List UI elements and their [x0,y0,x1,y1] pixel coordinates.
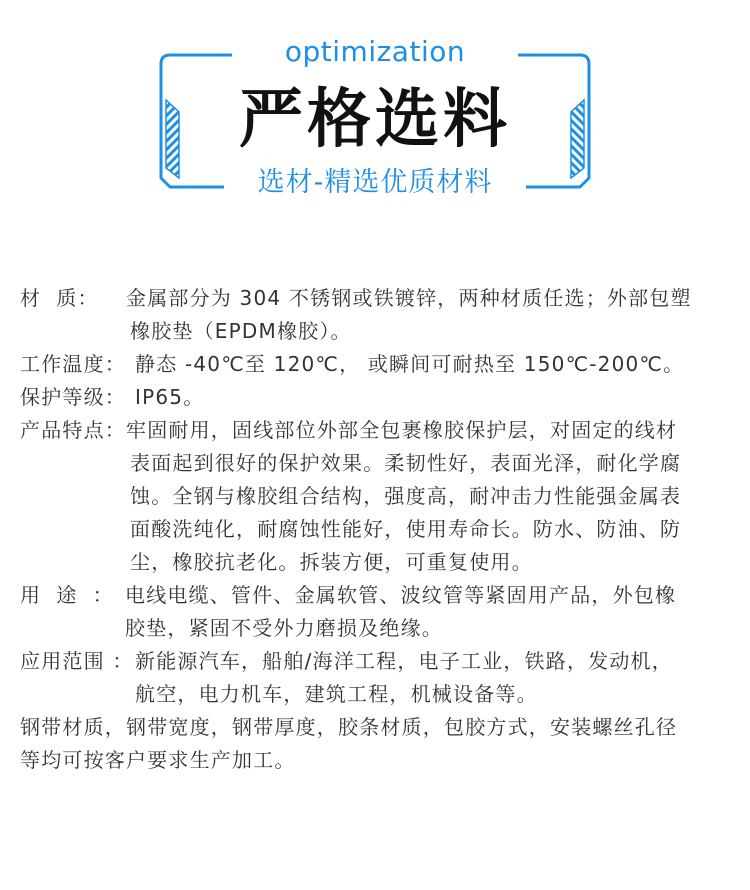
spec-line: 牢固耐用，固线部位外部全包裹橡胶保护层，对固定的线材 [126,418,678,442]
spec-row-material [0,282,750,348]
spec-line: 新能源汽车，船舶/海洋工程，电子工业，铁路，发动机， [135,649,673,673]
spec-row-temperature [0,348,750,381]
note-line: 钢带材质，钢带宽度，钢带厚度，胶条材质，包胶方式，安装螺丝孔径 [20,715,678,739]
spec-line: 金属部分为 304 不锈钢或铁镀锌，两种材质任选；外部包塑 [126,286,692,310]
spec-label: 材 质： [20,286,99,310]
spec-line: 面酸洗纯化，耐腐蚀性能好，使用寿命长。防水、防油、防 [130,517,682,541]
spec-line: 蚀。全钢与橡胶组合结构，强度高，耐冲击力性能强金属表 [130,484,682,508]
page-title: 严格选料 [239,83,511,157]
page-subtitle: 选材-精选优质材料 [257,167,493,198]
spec-label: 保护等级： [20,385,126,409]
spec-line: 尘，橡胶抗老化。拆装方便，可重复使用。 [130,550,533,574]
spec-list [0,282,750,777]
spec-line: 橡胶垫（EPDM橡胶）。 [130,319,352,343]
spec-line: IP65。 [135,385,205,409]
spec-row-features [0,414,750,579]
spec-row-protection [0,381,750,414]
spec-label: 工作温度： [20,352,126,376]
spec-line: 静态 -40℃至 120℃， 或瞬间可耐热至 150℃-200℃。 [135,352,685,376]
spec-row-application-range [0,645,750,711]
header-eyebrow: optimization [284,35,466,68]
spec-line: 表面起到很好的保护效果。柔韧性好，表面光泽，耐化学腐 [130,451,682,475]
spec-label: 产品特点： [20,418,126,442]
spec-row-usage [0,579,750,645]
spec-line: 胶垫，紧固不受外力磨损及绝缘。 [125,616,443,640]
note-line: 等均可按客户要求生产加工。 [20,748,296,772]
spec-label: 应用范围 ： [20,649,134,673]
spec-label: 用 途 ： [20,583,114,607]
customization-note [0,711,750,777]
spec-line: 电线电缆、管件、金属软管、波纹管等紧固用产品，外包橡 [125,583,677,607]
spec-line: 航空，电力机车，建筑工程，机械设备等。 [135,682,538,706]
